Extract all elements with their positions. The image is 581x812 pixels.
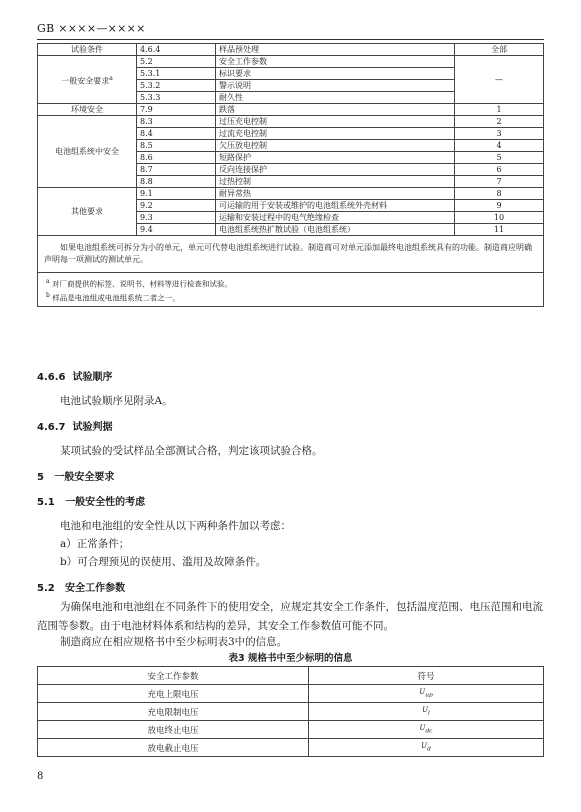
table-note — [38, 236, 544, 273]
num-cell: 6 — [455, 164, 544, 176]
footnote-mark: b — [46, 291, 50, 299]
param-cell: 放电终止电压 — [38, 721, 309, 739]
num-cell: 2 — [455, 116, 544, 128]
condition-cell: 环境安全 — [38, 104, 137, 116]
footnote-text: 样品是电池组或电池组系统二者之一。 — [52, 293, 180, 302]
clause-cell: 5.3.1 — [137, 68, 216, 80]
paragraph: 为确保电池和电池组在不同条件下的使用安全，应规定其安全工作条件，包括温度范围、电压范围和电流范围等参数。由于电池材料体系和结构的差异，其安全工作参数值可能不同。 — [37, 601, 543, 632]
condition-cell: 其他要求 — [38, 188, 137, 236]
table-note-text: 如果电池组系统可拆分为小的单元，单元可代替电池组系统进行试验。制造商可对单元添加最终电池组系统具有的功能。制造商应明确声明每一项测试的测试单元。 — [44, 243, 532, 264]
section-heading — [37, 368, 112, 383]
symbol-subscript: l — [428, 710, 430, 717]
num-cell: 4 — [455, 140, 544, 152]
header-cell: 样品预处理 — [216, 44, 455, 56]
symbol-cell — [309, 703, 544, 721]
symbol: U — [419, 688, 426, 697]
paragraph: 某项试验的受试样品全部测试合格，判定该项试验合格。 — [60, 445, 323, 457]
paragraph: 电池和电池组的安全性从以下两种条件加以考虑： — [60, 520, 291, 532]
header-cell: 试验条件 — [38, 44, 137, 56]
section-number: 4.6.6 — [37, 372, 66, 383]
symbol-subscript: d — [427, 746, 431, 753]
item-cell: 反向连接保护 — [216, 164, 455, 176]
symbol-cell — [309, 685, 544, 703]
param-cell: 放电截止电压 — [38, 739, 309, 757]
item-cell: 跌落 — [216, 104, 455, 116]
page-header-code: GB ××××—×××× — [37, 22, 146, 35]
paragraph: 制造商应在相应规格书中至少标明表3中的信息。 — [60, 636, 288, 648]
param-cell: 充电限制电压 — [38, 703, 309, 721]
item-cell: 安全工作参数 — [216, 56, 455, 68]
table-row — [38, 44, 544, 56]
table-row — [38, 56, 544, 68]
section-heading — [37, 493, 145, 508]
num-cell: 1 — [455, 104, 544, 116]
clause-cell: 9.1 — [137, 188, 216, 200]
item-cell: 运输和安装过程中的电气绝缘检查 — [216, 212, 455, 224]
clause-cell: 8.4 — [137, 128, 216, 140]
num-cell: 9 — [455, 200, 544, 212]
list-item: a）正常条件； — [60, 538, 130, 550]
table-row — [38, 104, 544, 116]
footnote-mark: a — [46, 278, 50, 285]
header-cell: 4.6.4 — [137, 44, 216, 56]
section-number: 4.6.7 — [37, 422, 66, 433]
header-rule — [37, 39, 544, 40]
param-cell: 充电上限电压 — [38, 685, 309, 703]
paragraph: 电池试验顺序见附录A。 — [60, 395, 173, 407]
symbol: U — [422, 706, 429, 715]
section-number: 5.1 — [37, 497, 55, 508]
section-heading — [37, 468, 114, 483]
table-row — [38, 273, 544, 307]
footnote-mark: a — [109, 74, 113, 82]
section-number: 5 — [37, 472, 44, 483]
symbol-subscript: dc — [425, 728, 433, 735]
test-conditions-table — [37, 43, 544, 307]
footnote-text: 对厂商提供的标签、说明书、材料等进行检查和试验。 — [51, 279, 232, 289]
table-row — [38, 703, 544, 721]
clause-cell: 5.3.2 — [137, 80, 216, 92]
item-cell: 可运输的用于安装或维护的电池组系统外壳材料 — [216, 200, 455, 212]
section-title: 一般安全性的考虑 — [65, 497, 146, 508]
clause-cell: 9.2 — [137, 200, 216, 212]
spec-info-table — [37, 666, 544, 757]
table-row — [38, 188, 544, 200]
table-footnotes — [38, 273, 544, 307]
table-row — [38, 685, 544, 703]
symbol-subscript: up — [425, 692, 433, 699]
clause-cell: 9.4 — [137, 224, 216, 236]
condition-label: 一般安全要求 — [61, 76, 110, 86]
table-title: 表3 规格书中至少标明的信息 — [228, 653, 353, 664]
table-row — [38, 721, 544, 739]
symbol-cell — [309, 739, 544, 757]
section-title: 安全工作参数 — [65, 583, 126, 594]
item-cell: 过流充电控制 — [216, 128, 455, 140]
clause-cell: 7.9 — [137, 104, 216, 116]
num-cell: 8 — [455, 188, 544, 200]
item-cell: 标识要求 — [216, 68, 455, 80]
num-cell: 5 — [455, 152, 544, 164]
table-row — [38, 739, 544, 757]
header-cell: 符号 — [309, 667, 544, 685]
clause-cell: 8.6 — [137, 152, 216, 164]
clause-cell: 8.7 — [137, 164, 216, 176]
symbol: U — [421, 742, 428, 751]
clause-cell: 5.3.3 — [137, 92, 216, 104]
num-cell: 3 — [455, 128, 544, 140]
item-cell: 短路保护 — [216, 152, 455, 164]
item-cell: 电池组系统热扩散试验（电池组系统） — [216, 224, 455, 236]
clause-cell: 8.5 — [137, 140, 216, 152]
clause-cell: 5.2 — [137, 56, 216, 68]
num-cell: 7 — [455, 176, 544, 188]
num-cell: 11 — [455, 224, 544, 236]
footnote — [46, 276, 535, 290]
item-cell: 过热控制 — [216, 176, 455, 188]
item-cell: 过压充电控制 — [216, 116, 455, 128]
num-cell: 10 — [455, 212, 544, 224]
symbol: U — [419, 724, 426, 733]
clause-cell: 9.3 — [137, 212, 216, 224]
table-row — [38, 116, 544, 128]
table-row — [38, 236, 544, 273]
clause-cell: 8.8 — [137, 176, 216, 188]
section-title: 一般安全要求 — [54, 472, 115, 483]
footnote — [46, 290, 535, 304]
item-cell: 警示说明 — [216, 80, 455, 92]
clause-cell: 8.3 — [137, 116, 216, 128]
condition-cell — [38, 56, 137, 104]
item-cell: 欠压放电控制 — [216, 140, 455, 152]
item-cell: 耐久性 — [216, 92, 455, 104]
list-item: b）可合理预见的误使用、滥用及故障条件。 — [60, 556, 267, 568]
header-cell: 安全工作参数 — [38, 667, 309, 685]
section-number: 5.2 — [37, 583, 55, 594]
section-title: 试验判据 — [72, 422, 113, 433]
symbol-cell — [309, 721, 544, 739]
table-row — [38, 667, 544, 685]
header-cell: 全部 — [455, 44, 544, 56]
item-cell: 耐异常热 — [216, 188, 455, 200]
section-heading — [37, 579, 125, 594]
section-title: 试验顺序 — [72, 372, 113, 383]
condition-cell: 电池组系统中安全 — [38, 116, 137, 188]
page-number: 8 — [37, 771, 44, 782]
section-heading — [37, 418, 112, 433]
result-cell: — — [455, 56, 544, 104]
